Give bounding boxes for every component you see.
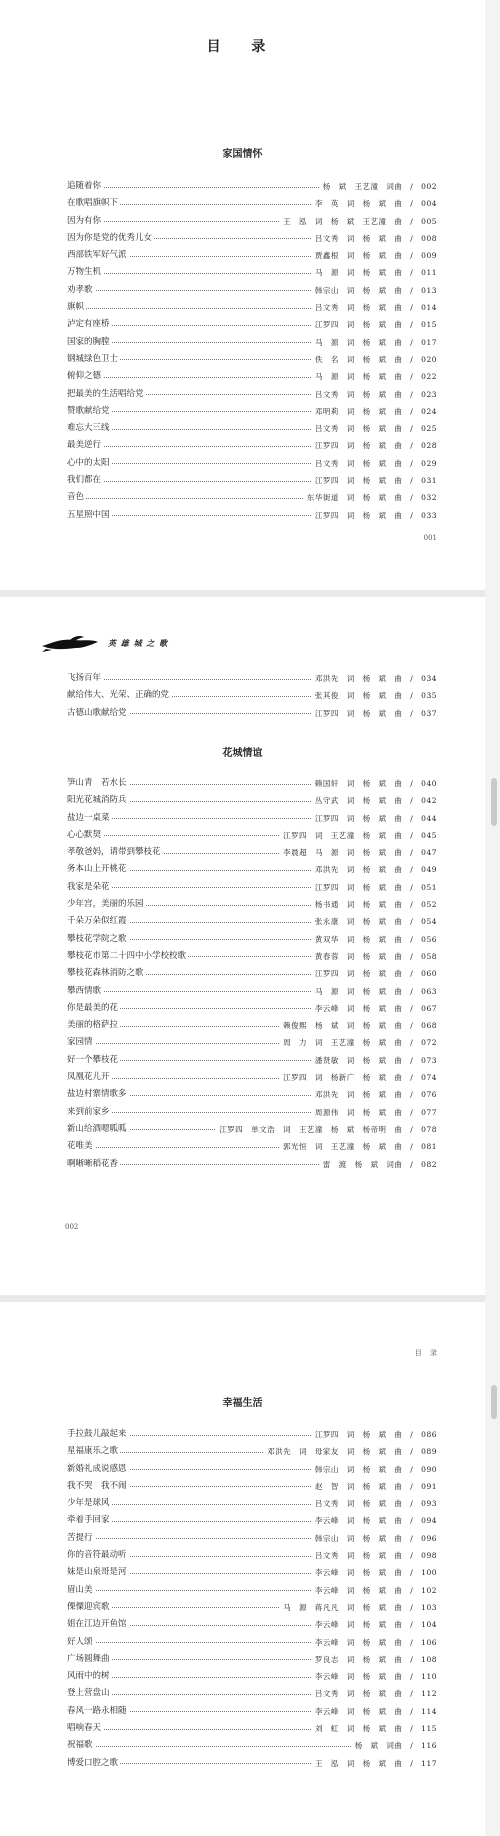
toc-entry[interactable]	[67, 1530, 437, 1547]
toc-entry-credits-page: 韩宗山 词 杨 斌 曲 / 090	[311, 1461, 437, 1478]
toc-entry-credits-page: 杨 斌 词曲 / 116	[351, 1737, 437, 1754]
toc-entry[interactable]	[67, 472, 437, 489]
toc-entry[interactable]	[67, 1720, 437, 1737]
toc-entry-title: 笋山青 若水长	[67, 775, 129, 792]
toc-entry[interactable]	[67, 670, 437, 687]
toc-entry[interactable]	[67, 948, 437, 965]
toc-entry[interactable]	[67, 1755, 437, 1772]
scrollbar-track[interactable]	[485, 0, 500, 1836]
toc-entry-credits-page: 江罗四 词 杨 斌 曲 / 060	[311, 965, 437, 982]
toc-entry[interactable]	[67, 931, 437, 948]
toc-entry-credits-page: 佚 名 词 杨 斌 曲 / 020	[311, 351, 437, 368]
toc-entry[interactable]	[67, 437, 437, 454]
toc-entry[interactable]	[67, 1582, 437, 1599]
toc-entry-credits-page: 杨 斌 王艺潼 词曲 / 002	[319, 178, 437, 195]
toc-entry-title: 你是最美的花	[67, 1000, 120, 1017]
toc-entry[interactable]	[67, 507, 437, 524]
toc-entry[interactable]	[67, 195, 437, 212]
toc-entry[interactable]	[67, 455, 437, 472]
toc-entry-credits-page: 李云峰 词 杨 斌 曲 / 110	[311, 1668, 437, 1685]
toc-entry-title: 少年是球风	[67, 1495, 112, 1512]
toc-entry-title: 手拉鼓儿敲起来	[67, 1426, 129, 1443]
toc-entry-title: 好人颂	[67, 1634, 95, 1651]
toc-entry-credits-page: 江罗四 词 杨 斌 曲 / 086	[311, 1426, 437, 1443]
toc-entry-title: 风雨中的树	[67, 1668, 112, 1685]
toc-entry-credits-page: 郭光恒 词 王艺潼 杨 斌 曲 / 081	[279, 1138, 437, 1155]
toc-page-2	[0, 597, 485, 1295]
toc-entry[interactable]	[67, 1547, 437, 1564]
toc-entry[interactable]	[67, 351, 437, 368]
toc-entry-title: 啊晰晰稻花香	[67, 1156, 120, 1173]
toc-entry-credits-page: 邓洪先 词 母家友 词 杨 斌 曲 / 089	[263, 1443, 437, 1460]
toc-entry-credits-page: 吕文秀 词 杨 斌 曲 / 025	[311, 420, 437, 437]
toc-entry-title: 凤凰花儿开	[67, 1069, 112, 1086]
toc-entry-credits-page: 赵 智 词 杨 斌 曲 / 091	[311, 1478, 437, 1495]
toc-entry-title: 姐在江边开鱼馆	[67, 1616, 129, 1633]
toc-entry[interactable]	[67, 1017, 437, 1034]
toc-entry-credits-page: 贾鑫根 词 杨 斌 曲 / 009	[311, 247, 437, 264]
toc-entry-credits-page: 杨书通 词 杨 斌 曲 / 052	[311, 896, 437, 913]
toc-entry-credits-page: 李云峰 词 杨 斌 曲 / 104	[311, 1616, 437, 1633]
toc-entry[interactable]	[67, 1495, 437, 1512]
toc-entry-credits-page: 马 源 词 杨 斌 曲 / 063	[311, 983, 437, 1000]
toc-entry-title: 最美逆行	[67, 437, 103, 454]
toc-entry-title: 广场圆舞曲	[67, 1651, 112, 1668]
toc-entry-title: 春风一路永相随	[67, 1703, 129, 1720]
toc-entry-title: 攀枝花森林消防之歌	[67, 965, 146, 982]
toc-entry[interactable]	[67, 213, 437, 230]
toc-entry-credits-page: 张永康 词 杨 斌 曲 / 054	[311, 913, 437, 930]
toc-entry[interactable]	[67, 1599, 437, 1616]
toc-entry-title: 我不哭 我不闹	[67, 1478, 129, 1495]
scrollbar-thumb-lower[interactable]	[491, 1385, 497, 1419]
toc-entry-title: 心中的太阳	[67, 455, 112, 472]
toc-entry[interactable]	[67, 827, 437, 844]
toc-entry-credits-page: 王 泓 词 杨 斌 王艺潼 曲 / 005	[279, 213, 437, 230]
toc-entry-credits-page: 邓明莉 词 杨 斌 曲 / 024	[311, 403, 437, 420]
toc-entry-credits-page: 吕文秀 词 杨 斌 曲 / 023	[311, 386, 437, 403]
toc-entry-title: 苦提行	[67, 1530, 95, 1547]
toc-entry-title: 五星照中国	[67, 507, 112, 524]
toc-entry[interactable]	[67, 1634, 437, 1651]
toc-entry-credits-page: 马 源 词 杨 斌 曲 / 011	[311, 264, 437, 281]
toc-entry-credits-page: 韩宗山 词 杨 斌 曲 / 013	[311, 282, 437, 299]
toc-entry-credits-page: 王 泓 词 杨 斌 曲 / 117	[311, 1755, 437, 1772]
toc-page-1	[0, 0, 485, 590]
toc-entry[interactable]	[67, 1461, 437, 1478]
toc-entry-credits-page: 李 英 词 杨 斌 曲 / 004	[311, 195, 437, 212]
toc-entry-credits-page: 江罗四 词 杨 斌 曲 / 044	[311, 810, 437, 827]
toc-entry[interactable]	[67, 810, 437, 827]
toc-entry-credits-page: 吕文秀 词 杨 斌 曲 / 008	[311, 230, 437, 247]
toc-entry-credits-page: 张其俊 词 杨 斌 曲 / 035	[311, 687, 437, 704]
toc-entry[interactable]	[67, 178, 437, 195]
toc-list	[67, 1426, 437, 1772]
toc-entry-credits-page: 李云峰 词 杨 斌 曲 / 100	[311, 1564, 437, 1581]
toc-entry[interactable]	[67, 420, 437, 437]
toc-entry-credits-page: 马 源 蒋凡凡 词 杨 斌 曲 / 103	[279, 1599, 437, 1616]
toc-entry[interactable]	[67, 1138, 437, 1155]
toc-entry[interactable]	[67, 316, 437, 333]
toc-entry[interactable]	[67, 403, 437, 420]
toc-entry-credits-page: 吕文秀 词 杨 斌 曲 / 098	[311, 1547, 437, 1564]
toc-entry-credits-page: 赖国轩 词 杨 斌 曲 / 040	[311, 775, 437, 792]
toc-entry-title: 万物生机	[67, 264, 103, 281]
toc-entry-credits-page: 江罗四 词 王艺潼 杨 斌 曲 / 045	[279, 827, 437, 844]
toc-entry[interactable]	[67, 386, 437, 403]
toc-entry-credits-page: 黄双华 词 杨 斌 曲 / 056	[311, 931, 437, 948]
toc-entry-title: 你的音符最动听	[67, 1547, 129, 1564]
toc-entry-title: 星福康乐之歌	[67, 1443, 120, 1460]
toc-entry[interactable]	[67, 1086, 437, 1103]
toc-entry-title: 妹是山泉哥是河	[67, 1564, 129, 1581]
toc-entry[interactable]	[67, 1616, 437, 1633]
brush-logo-icon	[40, 634, 100, 654]
toc-entry[interactable]	[67, 1000, 437, 1017]
toc-entry[interactable]	[67, 705, 437, 722]
toc-entry[interactable]	[67, 230, 437, 247]
toc-entry-title: 唱响春天	[67, 1720, 103, 1737]
toc-entry-credits-page: 李云峰 词 杨 斌 曲 / 102	[311, 1582, 437, 1599]
toc-entry[interactable]	[67, 1121, 437, 1138]
toc-entry-credits-page: 吕文秀 词 杨 斌 曲 / 112	[311, 1685, 437, 1702]
toc-entry[interactable]	[67, 965, 437, 982]
toc-entry[interactable]	[67, 1651, 437, 1668]
toc-entry[interactable]	[67, 1426, 437, 1443]
toc-entry-credits-page: 江罗四 词 杨 斌 曲 / 037	[311, 705, 437, 722]
toc-entry[interactable]	[67, 983, 437, 1000]
book-logo-text: 英 雄 城 之 歌	[108, 638, 169, 648]
toc-entry-credits-page: 吕文秀 词 杨 斌 曲 / 014	[311, 299, 437, 316]
toc-entry-credits-page: 邓洪先 词 杨 斌 曲 / 034	[311, 670, 437, 687]
toc-entry-title: 千朵万朵似红霞	[67, 913, 129, 930]
toc-entry-title: 心心默契	[67, 827, 103, 844]
section-title: 家国情怀	[222, 149, 263, 160]
toc-entry[interactable]	[67, 1443, 437, 1460]
toc-entry-title: 美丽的格萨拉	[67, 1017, 120, 1034]
toc-entry-title: 盐边村寨情歌多	[67, 1086, 129, 1103]
toc-entry-title: 因为你是党的优秀儿女	[67, 230, 154, 247]
toc-list	[67, 775, 437, 1173]
scrollbar-thumb[interactable]	[491, 778, 497, 826]
toc-entry-title: 傈僳迎宾歌	[67, 1599, 112, 1616]
toc-entry-credits-page: 江罗四 词 杨 斌 曲 / 033	[311, 507, 437, 524]
toc-entry-title: 追随着你	[67, 178, 103, 195]
toc-entry-credits-page: 李云峰 词 杨 斌 曲 / 094	[311, 1512, 437, 1529]
section-title: 花城情谊	[222, 748, 263, 759]
toc-entry-title: 赞歌献给党	[67, 403, 112, 420]
section-title: 幸福生活	[222, 1398, 263, 1409]
toc-entry[interactable]	[67, 264, 437, 281]
toc-entry[interactable]	[67, 1478, 437, 1495]
toc-entry-credits-page: 丛守武 词 杨 斌 曲 / 042	[311, 792, 437, 809]
toc-entry-title: 古德山歌献给党	[67, 705, 129, 722]
toc-entry[interactable]	[67, 844, 437, 861]
toc-entry-title: 在歌唱旗帜下	[67, 195, 120, 212]
toc-entry[interactable]	[67, 687, 437, 704]
toc-entry-title: 登上营盘山	[67, 1685, 112, 1702]
toc-entry[interactable]	[67, 247, 437, 264]
toc-list-continued	[67, 670, 437, 722]
running-header: 目 录	[414, 1349, 440, 1357]
toc-entry-credits-page: 江罗四 词 杨 斌 曲 / 051	[311, 879, 437, 896]
toc-entry-credits-page: 东华街道 词 杨 斌 曲 / 032	[303, 489, 437, 506]
toc-entry-title: 牵着手回家	[67, 1512, 112, 1529]
toc-entry[interactable]	[67, 879, 437, 896]
toc-entry-title: 家园情	[67, 1034, 95, 1051]
toc-entry-credits-page: 罗良志 词 杨 斌 曲 / 108	[311, 1651, 437, 1668]
toc-entry-title: 花唯美	[67, 1138, 95, 1155]
toc-entry-credits-page: 周源伟 词 杨 斌 曲 / 077	[311, 1104, 437, 1121]
toc-entry-credits-page: 江罗四 单文浩 词 王艺潼 杨 斌 杨帝明 曲 / 078	[215, 1121, 437, 1138]
toc-entry-credits-page: 江罗四 词 杨 斌 曲 / 015	[311, 316, 437, 333]
toc-entry[interactable]	[67, 1564, 437, 1581]
toc-entry-title: 博爱口腔之歌	[67, 1755, 120, 1772]
toc-entry-title: 少年宫，美丽的乐园	[67, 896, 146, 913]
toc-entry-title: 新山给酒嗯呱呱	[67, 1121, 129, 1138]
toc-entry-credits-page: 潘贤敏 词 杨 斌 曲 / 073	[311, 1052, 437, 1069]
toc-page-3	[0, 1302, 485, 1836]
toc-entry[interactable]	[67, 1668, 437, 1685]
toc-entry[interactable]	[67, 368, 437, 385]
page-title: 目 录	[206, 39, 279, 55]
toc-entry-credits-page: 刘 虹 词 杨 斌 曲 / 115	[311, 1720, 437, 1737]
toc-entry-credits-page: 江罗四 词 杨 斌 曲 / 031	[311, 472, 437, 489]
toc-entry[interactable]	[67, 1069, 437, 1086]
page-number: 001	[423, 534, 437, 542]
toc-entry-title: 来到前家乡	[67, 1104, 112, 1121]
toc-entry-title: 盐边一桌菜	[67, 810, 112, 827]
toc-entry-credits-page: 马 源 词 杨 斌 曲 / 022	[311, 368, 437, 385]
toc-entry-title: 孝敬爸妈，请带到攀枝花	[67, 844, 163, 861]
toc-entry[interactable]	[67, 1512, 437, 1529]
toc-entry-credits-page: 赖俊熙 杨 斌 词 杨 斌 曲 / 068	[279, 1017, 437, 1034]
toc-entry-title: 因为有你	[67, 213, 103, 230]
toc-entry-credits-page: 李云峰 词 杨 斌 曲 / 067	[311, 1000, 437, 1017]
toc-entry[interactable]	[67, 1156, 437, 1173]
page-number: 002	[65, 1223, 79, 1231]
toc-entry[interactable]	[67, 1052, 437, 1069]
toc-entry[interactable]	[67, 1703, 437, 1720]
toc-entry-title: 阳光花城消防兵	[67, 792, 129, 809]
toc-entry-title: 攀西情歌	[67, 983, 103, 1000]
toc-entry[interactable]	[67, 299, 437, 316]
toc-entry-title: 攀枝花学院之歌	[67, 931, 129, 948]
toc-entry-title: 献给伟大、光荣、正确的党	[67, 687, 171, 704]
toc-entry[interactable]	[67, 282, 437, 299]
toc-entry-credits-page: 马 源 词 杨 斌 曲 / 017	[311, 334, 437, 351]
toc-entry-title: 我家是朵花	[67, 879, 112, 896]
toc-entry-title: 俯仰之德	[67, 368, 103, 385]
toc-entry-credits-page: 邓洪先 词 杨 斌 曲 / 049	[311, 861, 437, 878]
toc-entry-credits-page: 黄春蓉 词 杨 斌 曲 / 058	[311, 948, 437, 965]
toc-entry-title: 音色	[67, 489, 86, 506]
toc-entry-title: 好一个攀枝花	[67, 1052, 120, 1069]
toc-entry[interactable]	[67, 913, 437, 930]
toc-entry[interactable]	[67, 896, 437, 913]
toc-entry-credits-page: 吕文秀 词 杨 斌 曲 / 093	[311, 1495, 437, 1512]
toc-entry-credits-page: 吕文秀 词 杨 斌 曲 / 029	[311, 455, 437, 472]
toc-entry[interactable]	[67, 1034, 437, 1051]
toc-list	[67, 178, 437, 524]
toc-entry-title: 眉山美	[67, 1582, 95, 1599]
toc-entry-credits-page: 李云峰 词 杨 斌 曲 / 106	[311, 1634, 437, 1651]
toc-entry-title: 我们都在	[67, 472, 103, 489]
toc-entry-title: 劝孝歌	[67, 282, 95, 299]
toc-entry-title: 难忘大三线	[67, 420, 112, 437]
toc-entry-credits-page: 韩宗山 词 杨 斌 曲 / 096	[311, 1530, 437, 1547]
toc-entry-title: 飞扬百年	[67, 670, 103, 687]
toc-entry[interactable]	[67, 792, 437, 809]
toc-entry-title: 西部铁军好气派	[67, 247, 129, 264]
toc-entry-credits-page: 李晨超 马 源 词 杨 斌 曲 / 047	[279, 844, 437, 861]
toc-entry[interactable]	[67, 334, 437, 351]
toc-entry-title: 务本山上开桃花	[67, 861, 129, 878]
toc-entry[interactable]	[67, 489, 437, 506]
toc-entry[interactable]	[67, 775, 437, 792]
toc-entry-title: 攀枝花市第二十四中小学校校歌	[67, 948, 188, 965]
toc-entry-credits-page: 江罗四 词 杨 斌 曲 / 028	[311, 437, 437, 454]
toc-entry-credits-page: 李云峰 词 杨 斌 曲 / 114	[311, 1703, 437, 1720]
toc-entry-credits-page: 雷 渡 杨 斌 词曲 / 082	[319, 1156, 437, 1173]
toc-entry-title: 钢城绿色卫士	[67, 351, 120, 368]
toc-entry-title: 国家的胸膛	[67, 334, 112, 351]
toc-entry[interactable]	[67, 1737, 437, 1754]
toc-entry[interactable]	[67, 861, 437, 878]
toc-entry-credits-page: 周 力 词 王艺潼 杨 斌 曲 / 072	[279, 1034, 437, 1051]
toc-entry-title: 新婚礼成说感恩	[67, 1461, 129, 1478]
toc-entry-title: 泸定有座桥	[67, 316, 112, 333]
toc-entry[interactable]	[67, 1685, 437, 1702]
toc-entry-title: 把最美的生活唱给党	[67, 386, 146, 403]
toc-entry-credits-page: 江罗四 词 杨新广 杨 斌 曲 / 074	[279, 1069, 437, 1086]
toc-entry[interactable]	[67, 1104, 437, 1121]
toc-entry-title: 祝福歌	[67, 1737, 95, 1754]
toc-entry-title: 旗帜	[67, 299, 86, 316]
toc-entry-credits-page: 邓洪先 词 杨 斌 曲 / 076	[311, 1086, 437, 1103]
